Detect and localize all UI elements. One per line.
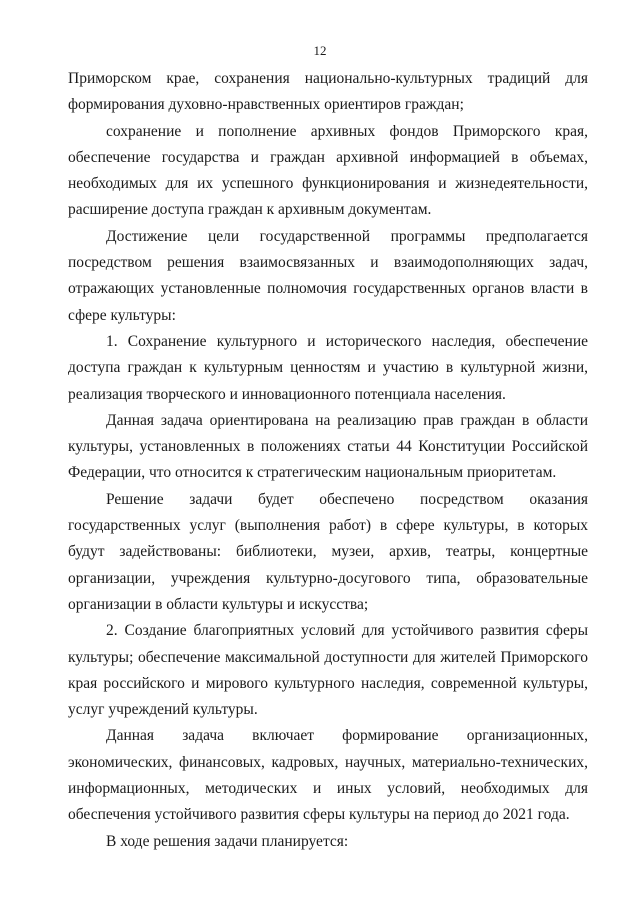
paragraph-goal-achievement: Достижение цели государственной программы предполагается посредством решения взаимосвязанных и взаимодополняющих задач, отражающих установленные полномочия государственных органов власти в сфере культуры: [68,227,588,324]
paragraph-archives: сохранение и пополнение архивных фондов Приморского края, обеспечение государства и граждан архивной информацией в объемах, необходимых для их успешного функционирования и жизнедеятельности, расширение доступа граждан к архивным документам. [68,122,588,219]
document-body [68,66,588,855]
paragraph-task-2: 2. Создание благоприятных условий для устойчивого развития сферы культуры; обеспечение максимальной доступности для жителей Приморского края российского и мирового культурного наследия, современной культуры, услуг учреждений культуры. [68,622,588,719]
paragraph-task-1-rights: Данная задача ориентирована на реализацию прав граждан в области культуры, установленных в положениях статьи 44 Конституции Российской Федерации, что относится к стратегическим национальным приоритетам. [68,411,588,482]
page-number: 12 [313,43,327,58]
paragraph-task-1: 1. Сохранение культурного и исторического наследия, обеспечение доступа граждан к культурным ценностям и участию в культурной жизни, реализация творческого и инновационного потенциала населения. [68,332,588,403]
paragraph-continuation: Приморском крае, сохранения национально-культурных традиций для формирования духовно-нравственных ориентиров граждан; [68,70,588,114]
paragraph-task-1-solution: Решение задачи будет обеспечено посредством оказания государственных услуг (выполнения работ) в сфере культуры, в которых будут задействованы: библиотеки, музеи, архив, театры, концертные организации, учреждения культурно-досугового типа, образовательные организации в области культуры и искусства; [68,490,588,613]
paragraph-planned: В ходе решения задачи планируется: [106,832,349,850]
paragraph-task-2-includes: Данная задача включает формирование организационных, экономических, финансовых, кадровых, научных, материально-технических, информационных, методических и иных условий, необходимых для обеспечения устойчивого развития сферы культуры на период до 2021 года. [68,727,588,824]
